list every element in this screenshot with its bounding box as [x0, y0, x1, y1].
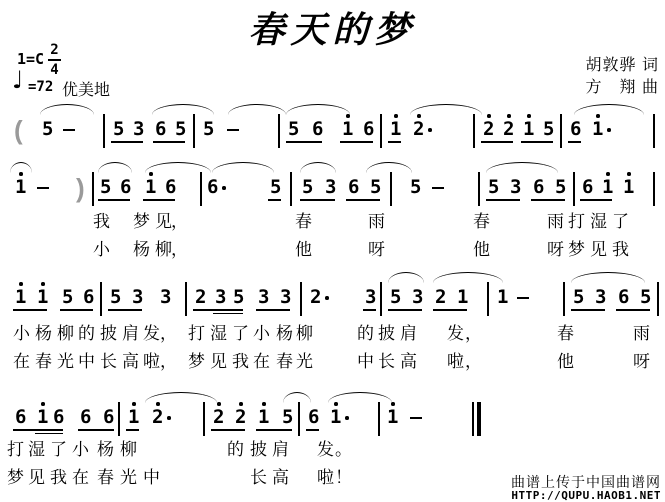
note: 1	[15, 176, 27, 198]
lyric-char: 雨	[633, 324, 650, 343]
note: 1	[258, 406, 270, 428]
slur	[152, 104, 214, 115]
barline	[100, 282, 102, 316]
lyric-char: 披	[378, 324, 395, 343]
slur	[571, 272, 645, 283]
octave-dot	[156, 402, 160, 406]
lyric-char: ，	[160, 352, 177, 371]
slur	[410, 104, 482, 115]
beam-line	[256, 309, 290, 311]
slur	[300, 162, 336, 173]
lyric-char: 杨	[276, 324, 293, 343]
lyric-char: 小	[253, 324, 270, 343]
lyric-char: 见	[28, 468, 45, 487]
beam-line	[568, 141, 581, 143]
beam-line	[616, 309, 650, 311]
note: 6	[103, 406, 115, 428]
lyric-char: 小	[13, 324, 30, 343]
lyric-char: 发	[317, 440, 334, 459]
note: 1	[390, 118, 402, 140]
lyric-char: 春	[557, 324, 574, 343]
note: 6	[120, 176, 132, 198]
slur	[433, 272, 503, 283]
slur	[145, 162, 211, 173]
note: 2	[503, 118, 515, 140]
octave-dot	[606, 172, 610, 176]
beam-line	[211, 429, 245, 431]
beam-line	[481, 141, 513, 143]
note: 1	[623, 176, 635, 198]
note: 6	[348, 176, 360, 198]
lyric-char: 高	[400, 352, 417, 371]
note: 1	[330, 406, 342, 428]
lyric-char: 小	[72, 440, 89, 459]
note: 5	[62, 286, 74, 308]
barline	[653, 172, 655, 206]
lyric-char: 了	[612, 212, 629, 231]
lyric-char: 发	[447, 324, 464, 343]
note: 5	[110, 286, 122, 308]
lyric-char: 光	[296, 352, 313, 371]
note: 5	[233, 286, 245, 308]
note: 5	[640, 286, 652, 308]
lyric-char: 披	[250, 440, 267, 459]
lyric-char: 长	[250, 468, 267, 487]
octave-dot	[217, 402, 221, 406]
lyric-char: 梦	[568, 240, 585, 259]
note: 1	[387, 406, 399, 428]
barline	[653, 114, 655, 148]
lyric-char: 我	[93, 212, 110, 231]
barline	[380, 282, 382, 316]
note: 3	[215, 286, 227, 308]
lyric-char: 春	[473, 212, 490, 231]
beam-line	[126, 429, 139, 431]
note: 1	[457, 286, 469, 308]
octave-dot	[19, 172, 23, 176]
lyric-char: 肩	[272, 440, 289, 459]
augmentation-dot	[325, 296, 329, 300]
lyric-char: 的	[357, 324, 374, 343]
note: 6	[312, 118, 324, 140]
lyric-char: 杨	[35, 324, 52, 343]
time-signature-denominator: 4	[50, 61, 59, 78]
lyric-char: 他	[295, 240, 312, 259]
lyric-char: 高	[272, 468, 289, 487]
beam-line	[300, 199, 335, 201]
beam-line	[153, 141, 185, 143]
tempo-value: =72	[28, 79, 54, 95]
octave-dot	[132, 402, 136, 406]
lyric-char: 打	[188, 324, 205, 343]
beam-line	[193, 309, 243, 311]
slur	[40, 104, 94, 115]
augmentation-dot	[222, 186, 226, 190]
lyric-char: 在	[72, 468, 89, 487]
octave-dot	[527, 114, 531, 118]
beam-line-double	[213, 313, 243, 315]
lyric-char: 见	[590, 240, 607, 259]
beam-line	[531, 199, 565, 201]
note: 6	[363, 118, 375, 140]
note: 2	[413, 118, 425, 140]
barline	[298, 402, 300, 436]
lyric-char: 在	[253, 352, 270, 371]
octave-dot	[487, 114, 491, 118]
lyric-char: 在	[13, 352, 30, 371]
footer-site-url: HTTP://QUPU.HAOB1.NET	[511, 489, 661, 502]
barline	[92, 172, 94, 206]
beam-line	[13, 309, 47, 311]
slur	[486, 162, 558, 173]
note: 3	[510, 176, 522, 198]
song-title: 春天的梦	[248, 9, 417, 51]
lyric-char: 他	[557, 352, 574, 371]
lyric-char: 啦	[447, 352, 464, 371]
note: 5	[288, 118, 300, 140]
lyric-char: 我	[612, 240, 629, 259]
note: 6	[80, 406, 92, 428]
phrase-paren: (	[14, 115, 23, 145]
barline	[478, 172, 480, 206]
barline	[200, 172, 202, 206]
beam-line	[433, 309, 467, 311]
lyric-char: 中	[143, 468, 160, 487]
note: 1	[37, 286, 49, 308]
note: 6	[582, 176, 594, 198]
lyric-char: 光	[57, 352, 74, 371]
beam-line	[486, 199, 520, 201]
slur	[328, 392, 392, 403]
time-signature	[48, 43, 61, 77]
note: 1	[592, 118, 604, 140]
octave-dot	[391, 402, 395, 406]
barline	[290, 172, 292, 206]
octave-dot	[346, 114, 350, 118]
composer-credit: 方 翔 曲	[585, 79, 659, 96]
beam-line	[286, 141, 322, 143]
beam-line	[580, 199, 612, 201]
octave-dot	[149, 172, 153, 176]
beam-line	[388, 309, 422, 311]
lyric-char: 见	[210, 352, 227, 371]
lyric-char: ，	[171, 240, 188, 259]
lyric-char: 啦	[143, 352, 160, 371]
note: 2	[310, 286, 322, 308]
note: 2	[483, 118, 495, 140]
lyric-char: 小	[93, 240, 110, 259]
lyric-char: 梦	[133, 212, 150, 231]
beam-line	[111, 141, 143, 143]
barline	[103, 114, 105, 148]
augmentation-dot	[607, 128, 611, 132]
lyric-char: 的	[227, 440, 244, 459]
lyric-char: 春	[35, 352, 52, 371]
note: 1	[602, 176, 614, 198]
octave-dot	[507, 114, 511, 118]
time-signature-numerator: 2	[50, 42, 59, 58]
lyricist-credit: 胡敦骅 词	[585, 57, 659, 74]
slur	[366, 162, 412, 173]
note: 3	[595, 286, 607, 308]
duration-dash	[432, 187, 444, 189]
octave-dot	[239, 402, 243, 406]
lyric-char: 雨	[368, 212, 385, 231]
beam-line	[60, 309, 93, 311]
duration-dash	[517, 297, 529, 299]
note: 3	[132, 286, 144, 308]
lyric-char: 柳	[155, 240, 172, 259]
lyric-char: 打	[568, 212, 585, 231]
lyric-char: 长	[100, 352, 117, 371]
octave-dot	[627, 172, 631, 176]
augmentation-dot	[167, 416, 171, 420]
beam-line	[306, 429, 319, 431]
lyric-char: 中	[357, 352, 374, 371]
note: 2	[195, 286, 207, 308]
note: 1	[523, 118, 535, 140]
lyric-char: 中	[78, 352, 95, 371]
lyric-char: 的	[78, 324, 95, 343]
lyric-char: 湿	[590, 212, 607, 231]
slur	[212, 162, 274, 173]
note: 3	[160, 286, 172, 308]
slur	[228, 104, 286, 115]
lyric-char: 肩	[400, 324, 417, 343]
barline	[278, 114, 280, 148]
barline	[563, 282, 565, 316]
note: 6	[83, 286, 95, 308]
duration-dash	[37, 187, 49, 189]
lyric-char: 见	[155, 212, 172, 231]
footer-site-text: 曲谱上传于中国曲谱网	[511, 474, 661, 490]
lyric-char: 披	[100, 324, 117, 343]
lyric-char: ，	[465, 324, 482, 343]
note: 2	[152, 406, 164, 428]
note: 3	[258, 286, 270, 308]
beam-line	[108, 309, 142, 311]
lyric-char: 湿	[28, 440, 45, 459]
note: 1	[145, 176, 157, 198]
lyric-char: 我	[50, 468, 67, 487]
note: 6	[165, 176, 177, 198]
note: 6	[155, 118, 167, 140]
phrase-paren: )	[76, 173, 85, 203]
lyric-char: 了	[232, 324, 249, 343]
note: 1	[15, 286, 27, 308]
octave-dot	[262, 402, 266, 406]
slur	[286, 104, 350, 115]
augmentation-dot	[345, 416, 349, 420]
barline	[487, 282, 489, 316]
barline	[573, 172, 575, 206]
barline	[378, 402, 380, 436]
note: 6	[570, 118, 582, 140]
lyric-char: 打	[7, 440, 24, 459]
note: 3	[412, 286, 424, 308]
lyric-char: 高	[122, 352, 139, 371]
barline	[193, 114, 195, 148]
lyric-char: 春	[295, 212, 312, 231]
octave-dot	[596, 114, 600, 118]
lyric-char: 他	[473, 240, 490, 259]
lyric-char: 柳	[296, 324, 313, 343]
lyric-char: ，	[160, 324, 177, 343]
note: 5	[488, 176, 500, 198]
lyric-char: 柳	[57, 324, 74, 343]
beam-line	[388, 141, 401, 143]
key-signature: 1=C	[17, 50, 45, 68]
slur	[98, 162, 132, 173]
note: 6	[618, 286, 630, 308]
augmentation-dot	[428, 128, 432, 132]
lyric-char: 湿	[210, 324, 227, 343]
note: 5	[203, 118, 215, 140]
note: 5	[302, 176, 314, 198]
duration-dash	[410, 417, 422, 419]
beam-line	[571, 309, 605, 311]
barline	[185, 282, 187, 316]
note: 3	[325, 176, 337, 198]
lyric-char: 梦	[188, 352, 205, 371]
lyric-char: 梦	[7, 468, 24, 487]
note: 1	[342, 118, 354, 140]
note: 3	[280, 286, 292, 308]
lyric-char: 春	[276, 352, 293, 371]
note: 3	[133, 118, 145, 140]
note: 5	[543, 118, 555, 140]
note: 5	[410, 176, 422, 198]
barline	[300, 282, 302, 316]
lyric-char: 肩	[122, 324, 139, 343]
lyric-char: 。	[335, 440, 352, 459]
beam-line	[340, 141, 373, 143]
lyric-char: ！	[335, 468, 352, 487]
lyric-char: 杨	[97, 440, 114, 459]
lyric-char: 啦	[317, 468, 334, 487]
note: 5	[282, 406, 294, 428]
note: 6	[533, 176, 545, 198]
duration-dash	[227, 129, 239, 131]
lyric-char: 了	[50, 440, 67, 459]
lyric-char: 春	[97, 468, 114, 487]
note: 5	[555, 176, 567, 198]
beam-line	[78, 429, 114, 431]
beam-line	[98, 199, 130, 201]
note: 5	[270, 176, 282, 198]
octave-dot	[41, 282, 45, 286]
lyric-char: ，	[465, 352, 482, 371]
lyric-char: 柳	[120, 440, 137, 459]
lyric-char: 我	[232, 352, 249, 371]
octave-dot	[19, 282, 23, 286]
slur	[388, 272, 424, 283]
lyric-char: 光	[120, 468, 137, 487]
octave-dot	[417, 114, 421, 118]
octave-dot	[334, 402, 338, 406]
lyric-char: 呀	[547, 240, 564, 259]
note: 2	[235, 406, 247, 428]
beam-line	[256, 429, 292, 431]
beam-line	[363, 309, 376, 311]
beam-line	[13, 429, 63, 431]
note: 5	[370, 176, 382, 198]
expression-marking: 优美地	[62, 82, 111, 99]
note: 6	[15, 406, 27, 428]
note: 5	[390, 286, 402, 308]
beam-line	[143, 199, 175, 201]
note: 3	[365, 286, 377, 308]
note: 6	[53, 406, 65, 428]
lyric-char: 长	[378, 352, 395, 371]
final-barline-thin	[472, 402, 474, 436]
note: 1	[128, 406, 140, 428]
note: 5	[42, 118, 54, 140]
note: 5	[573, 286, 585, 308]
note: 2	[213, 406, 225, 428]
lyric-char: 发	[143, 324, 160, 343]
note: 5	[113, 118, 125, 140]
beam-line	[346, 199, 380, 201]
lyric-char: ，	[171, 212, 188, 231]
lyric-char: 雨	[547, 212, 564, 231]
lyric-char: 呀	[633, 352, 650, 371]
note: 5	[175, 118, 187, 140]
quarter-note-icon: ♩	[12, 66, 24, 94]
slur	[283, 392, 311, 403]
beam-line	[521, 141, 553, 143]
barline	[380, 114, 382, 148]
octave-dot	[394, 114, 398, 118]
note: 6	[308, 406, 320, 428]
octave-dot	[41, 402, 45, 406]
barline	[657, 282, 659, 316]
lyric-char: 呀	[368, 240, 385, 259]
note: 1	[37, 406, 49, 428]
note: 1	[497, 286, 509, 308]
note: 2	[435, 286, 447, 308]
time-signature-line	[48, 59, 61, 61]
barline	[390, 172, 392, 206]
lyric-char: 杨	[133, 240, 150, 259]
duration-dash	[63, 129, 75, 131]
final-barline-thick	[477, 402, 481, 436]
note: 5	[100, 176, 112, 198]
note: 6	[207, 176, 219, 198]
beam-line-double	[35, 433, 63, 435]
slur	[574, 104, 644, 115]
barline	[203, 402, 205, 436]
barline	[560, 114, 562, 148]
beam-line	[268, 199, 281, 201]
barline	[473, 114, 475, 148]
barline	[118, 402, 120, 436]
